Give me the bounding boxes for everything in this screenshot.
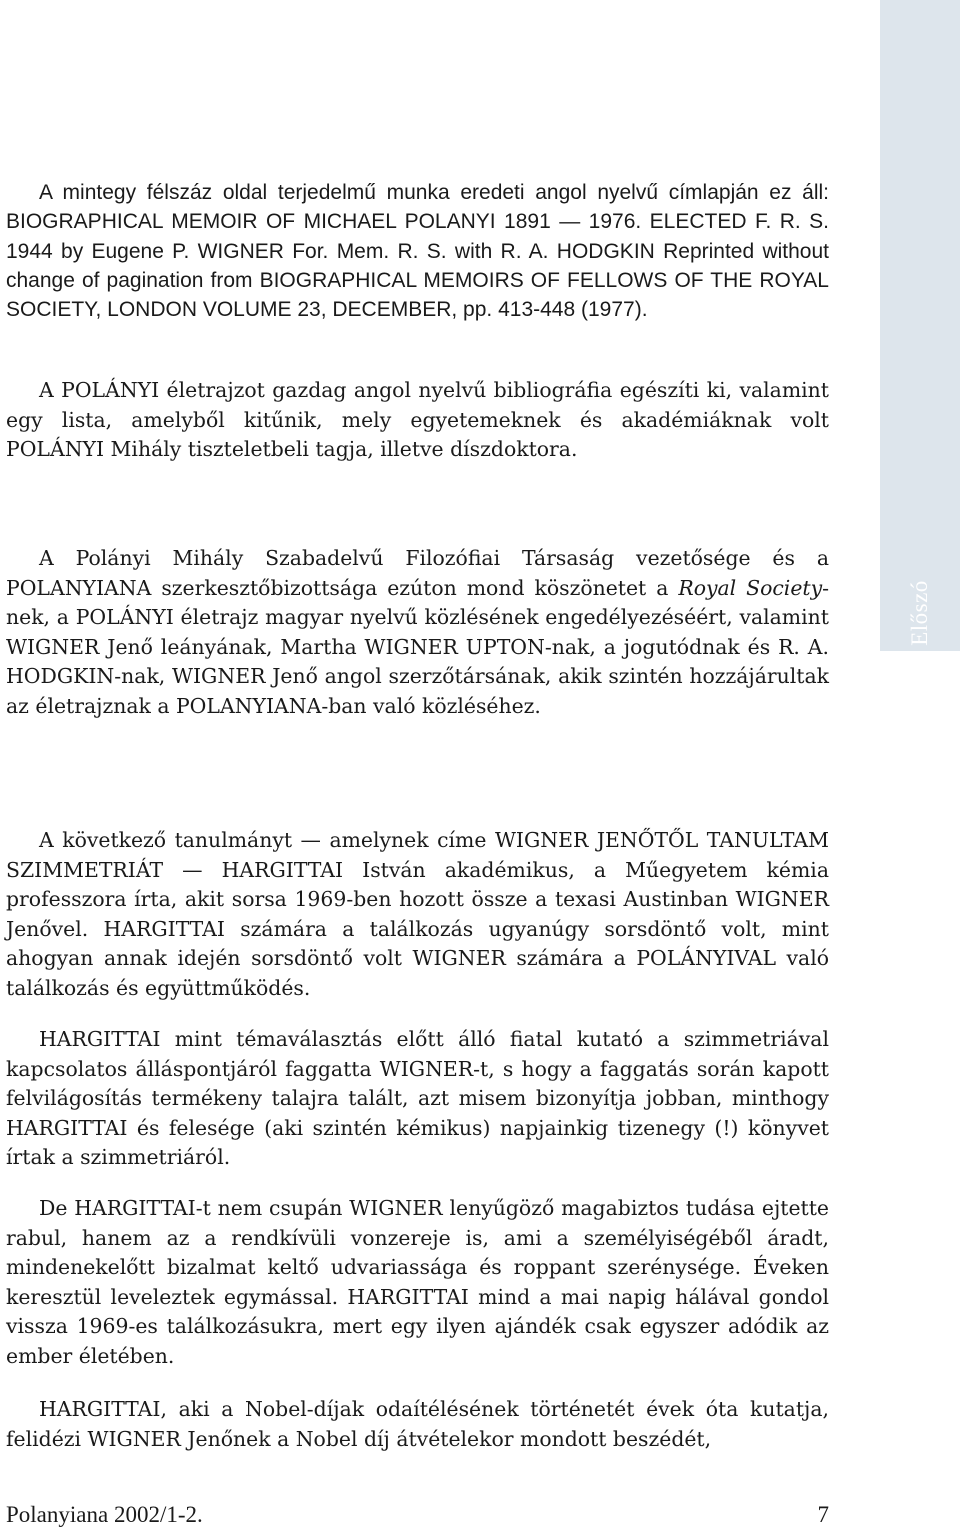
paragraph-text: A mintegy félszáz oldal terjedelmű munka eredeti angol nyelvű címlapján ez áll: BIOGRAPHICAL MEMOIR OF MICHAEL POLANYI 1891 — 1976. ELECTED F. R. S. 1944 by Eugene P. WIGNER For. Mem. R. S. with R. A. HODGKIN Reprinted without change of pagination from BIOGRAPHICAL MEMOIRS OF FELLOWS OF THE ROYAL SOCIETY, LONDON VOLUME 23, DECEMBER, pp. 413-448 (1977). <box>6 181 829 322</box>
paragraph-cover-description <box>6 178 829 324</box>
paragraph-symmetry <box>6 1025 829 1173</box>
paragraph-text: HARGITTAI, aki a Nobel-díjak odaítélésének történetét évek óta kutatja, felidézi WIGNER Jenőnek a Nobel díj átvételekor mondott beszédét, <box>6 1397 829 1451</box>
text-run: -nek, a POLÁNYI életrajz magyar nyelvű közlésének engedélyezéséért, valamint WIGNER Jenő leányának, Martha WIGNER UPTON-nak, a jogutódnak és R. A. HODGKIN-nak, WIGNER Jenő angol szerzőtársának, akik szintén hozzájárultak az életrajznak a POLANYIANA-ban való közléséhez. <box>6 575 829 718</box>
section-tab-label: Előszó <box>907 580 932 646</box>
page-number: 7 <box>817 1502 829 1527</box>
section-tab <box>880 0 960 651</box>
paragraph-text <box>6 544 829 722</box>
italic-text: Royal Society <box>678 575 823 600</box>
publication-name: Polanyiana 2002/1-2. <box>6 1502 203 1527</box>
paragraph-bibliography <box>6 376 829 465</box>
paragraph-text: A következő tanulmányt — amelynek címe WIGNER JENŐTŐL TANULTAM SZIMMETRIÁT — HARGITTAI István akadémikus, a Műegyetem kémia professzora írta, akit sorsa 1969-ben hozott össze a texasi Austinban WIGNER Jenővel. HARGITTAI számára a találkozás ugyanúgy sorsdöntő volt, mint ahogyan annak idején sorsdöntő volt WIGNER számára a POLÁNYIVAL való találkozás és együttműködés. <box>6 828 829 1000</box>
paragraph-text: A POLÁNYI életrajzot gazdag angol nyelvű bibliográfia egészíti ki, valamint egy lista, amelyből kitűnik, mely egyetemeknek és akadémiáknak volt POLÁNYI Mihály tiszteletbeli tagja, illetve díszdoktora. <box>6 378 829 462</box>
paragraph-text: HARGITTAI mint témaválasztás előtt álló fiatal kutató a szimmetriával kapcsolatos álláspontjáról faggatta WIGNER-t, s hogy a faggatás során kapott felvilágosítás termékeny talajra talált, azt misem bizonyítja jobban, minthogy HARGITTAI és felesége (aki szintén kémikus) napjainkig tizenegy (!) könyvet írtak a szimmetriáról. <box>6 1027 829 1170</box>
paragraph-acknowledgement <box>6 544 829 722</box>
page-footer <box>6 1500 829 1530</box>
paragraph-nobel <box>6 1395 829 1454</box>
text-run: A Polányi Mihály Szabadelvű Filozófiai Társaság vezetősége és a POLANYIANA szerkesztőbizottsága ezúton mond köszönetet a <box>6 546 829 600</box>
paragraph-next-study <box>6 826 829 1004</box>
paragraph-personality <box>6 1194 829 1372</box>
paragraph-text: De HARGITTAI-t nem csupán WIGNER lenyűgöző magabiztos tudása ejtette rabul, hanem az a rendkívüli vonzereje is, ami a személyiségéből áradt, mindenekelőtt bizalmat keltő udvariassága és roppant szerénysége. Éveken keresztül leveleztek egymással. HARGITTAI mind a mai napig hálával gondol vissza 1969-es találkozásukra, mert egy ilyen ajándék csak egyszer adódik az ember életében. <box>6 1196 829 1368</box>
